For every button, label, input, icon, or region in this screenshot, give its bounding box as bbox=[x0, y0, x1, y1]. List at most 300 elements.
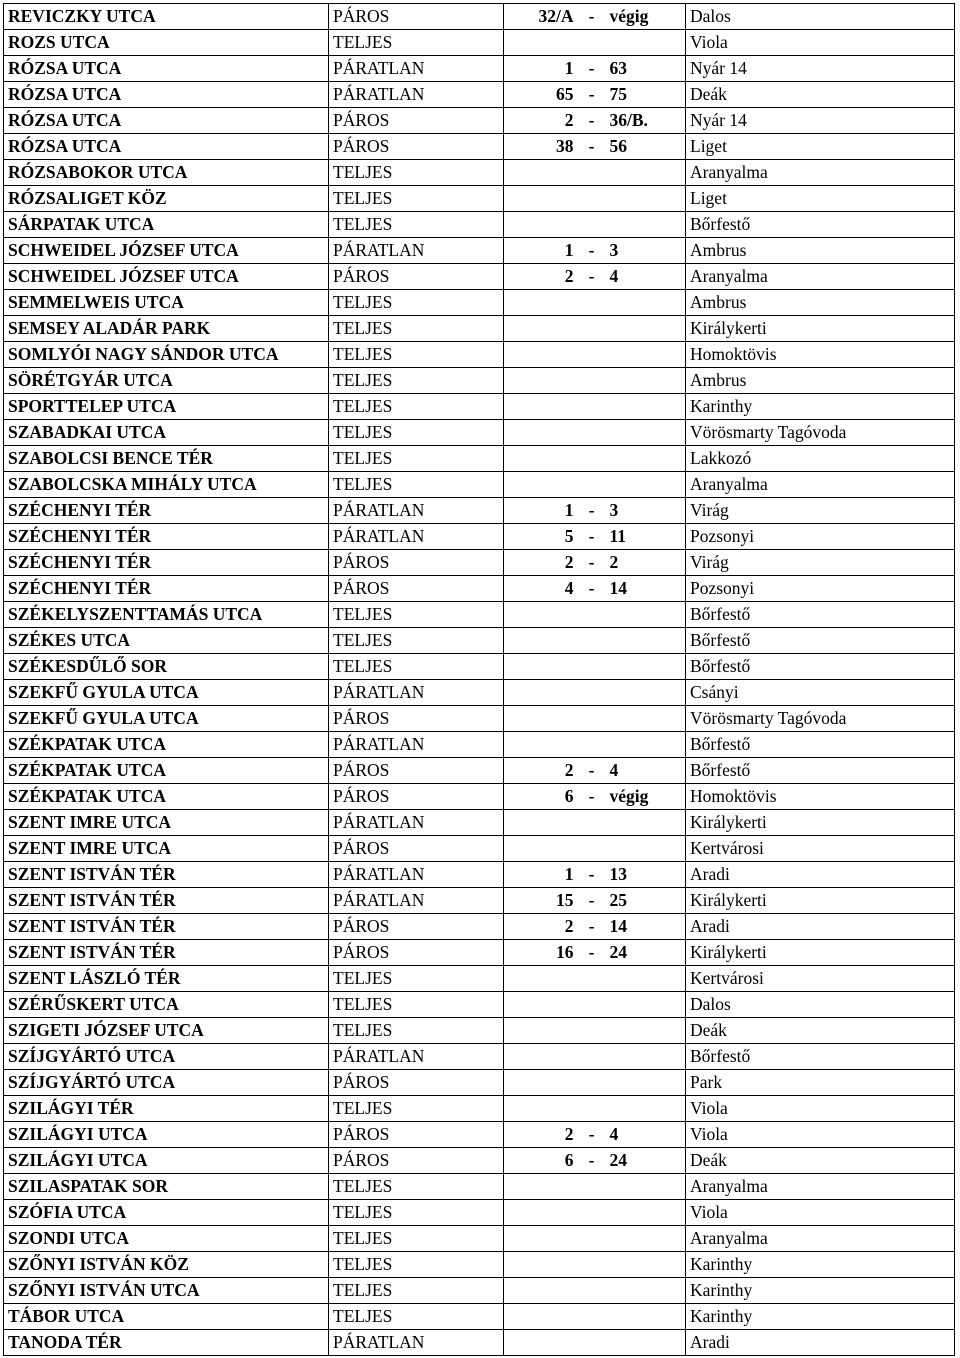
street-name-cell: SZABADKAI UTCA bbox=[4, 420, 329, 446]
parity-cell: TELJES bbox=[329, 992, 504, 1018]
street-name-cell: RÓZSA UTCA bbox=[4, 56, 329, 82]
district-cell: Dalos bbox=[686, 4, 955, 30]
parity-cell: PÁROS bbox=[329, 1148, 504, 1174]
range-dash-cell bbox=[578, 394, 606, 420]
house-number-from-cell bbox=[504, 732, 578, 758]
house-number-to-cell bbox=[606, 1070, 686, 1096]
house-number-from-cell: 32/A bbox=[504, 4, 578, 30]
parity-cell: TELJES bbox=[329, 290, 504, 316]
house-number-from-cell bbox=[504, 316, 578, 342]
parity-cell: PÁROS bbox=[329, 264, 504, 290]
house-number-from-cell: 1 bbox=[504, 56, 578, 82]
range-dash-cell bbox=[578, 1018, 606, 1044]
district-cell: Karinthy bbox=[686, 1304, 955, 1330]
street-name-cell: SCHWEIDEL JÓZSEF UTCA bbox=[4, 264, 329, 290]
range-dash-cell bbox=[578, 212, 606, 238]
house-number-to-cell bbox=[606, 446, 686, 472]
district-cell: Pozsonyi bbox=[686, 576, 955, 602]
district-cell: Liget bbox=[686, 134, 955, 160]
house-number-from-cell: 4 bbox=[504, 576, 578, 602]
range-dash-cell bbox=[578, 1278, 606, 1304]
range-dash-cell bbox=[578, 680, 606, 706]
street-name-cell: SZŐNYI ISTVÁN KÖZ bbox=[4, 1252, 329, 1278]
street-name-cell: RÓZSA UTCA bbox=[4, 134, 329, 160]
house-number-from-cell: 2 bbox=[504, 758, 578, 784]
table-row bbox=[4, 888, 955, 914]
parity-cell: PÁROS bbox=[329, 914, 504, 940]
table-row bbox=[4, 1018, 955, 1044]
street-name-cell: SZÉKELYSZENTTAMÁS UTCA bbox=[4, 602, 329, 628]
range-dash-cell bbox=[578, 446, 606, 472]
house-number-from-cell bbox=[504, 1226, 578, 1252]
table-row bbox=[4, 134, 955, 160]
range-dash-cell: - bbox=[578, 238, 606, 264]
range-dash-cell bbox=[578, 1330, 606, 1356]
house-number-from-cell bbox=[504, 446, 578, 472]
range-dash-cell bbox=[578, 654, 606, 680]
house-number-from-cell bbox=[504, 1174, 578, 1200]
parity-cell: TELJES bbox=[329, 628, 504, 654]
table-row bbox=[4, 342, 955, 368]
street-name-cell: SEMMELWEIS UTCA bbox=[4, 290, 329, 316]
table-row bbox=[4, 290, 955, 316]
district-cell: Bőrfestő bbox=[686, 628, 955, 654]
range-dash-cell: - bbox=[578, 758, 606, 784]
house-number-from-cell: 65 bbox=[504, 82, 578, 108]
street-name-cell: SZIGETI JÓZSEF UTCA bbox=[4, 1018, 329, 1044]
table-row bbox=[4, 212, 955, 238]
parity-cell: PÁROS bbox=[329, 706, 504, 732]
table-row bbox=[4, 1148, 955, 1174]
parity-cell: TELJES bbox=[329, 316, 504, 342]
district-cell: Bőrfestő bbox=[686, 732, 955, 758]
table-row bbox=[4, 30, 955, 56]
street-name-cell: SZÉKES UTCA bbox=[4, 628, 329, 654]
street-name-cell: SZENT ISTVÁN TÉR bbox=[4, 888, 329, 914]
house-number-to-cell bbox=[606, 30, 686, 56]
parity-cell: TELJES bbox=[329, 654, 504, 680]
range-dash-cell bbox=[578, 1044, 606, 1070]
house-number-to-cell bbox=[606, 420, 686, 446]
house-number-from-cell bbox=[504, 472, 578, 498]
house-number-to-cell bbox=[606, 472, 686, 498]
house-number-to-cell bbox=[606, 992, 686, 1018]
district-cell: Deák bbox=[686, 1018, 955, 1044]
house-number-to-cell: 4 bbox=[606, 264, 686, 290]
parity-cell: PÁRATLAN bbox=[329, 56, 504, 82]
house-number-to-cell bbox=[606, 836, 686, 862]
range-dash-cell bbox=[578, 732, 606, 758]
range-dash-cell bbox=[578, 1226, 606, 1252]
house-number-to-cell bbox=[606, 1096, 686, 1122]
house-number-from-cell bbox=[504, 706, 578, 732]
street-name-cell: TANODA TÉR bbox=[4, 1330, 329, 1356]
parity-cell: TELJES bbox=[329, 212, 504, 238]
range-dash-cell bbox=[578, 1252, 606, 1278]
house-number-to-cell bbox=[606, 1044, 686, 1070]
house-number-to-cell: 13 bbox=[606, 862, 686, 888]
street-name-cell: SZÉKPATAK UTCA bbox=[4, 758, 329, 784]
house-number-to-cell: 75 bbox=[606, 82, 686, 108]
street-name-cell: RÓZSA UTCA bbox=[4, 108, 329, 134]
district-cell: Ambrus bbox=[686, 368, 955, 394]
district-cell: Liget bbox=[686, 186, 955, 212]
street-name-cell: SÁRPATAK UTCA bbox=[4, 212, 329, 238]
house-number-to-cell: 36/B. bbox=[606, 108, 686, 134]
house-number-to-cell: 4 bbox=[606, 758, 686, 784]
parity-cell: PÁROS bbox=[329, 134, 504, 160]
range-dash-cell: - bbox=[578, 550, 606, 576]
street-name-cell: SZILÁGYI TÉR bbox=[4, 1096, 329, 1122]
house-number-from-cell bbox=[504, 1330, 578, 1356]
table-row bbox=[4, 680, 955, 706]
street-name-cell: SZILÁGYI UTCA bbox=[4, 1122, 329, 1148]
district-cell: Viola bbox=[686, 1122, 955, 1148]
district-cell: Bőrfestő bbox=[686, 602, 955, 628]
district-cell: Királykerti bbox=[686, 940, 955, 966]
district-cell: Karinthy bbox=[686, 394, 955, 420]
table-row bbox=[4, 472, 955, 498]
house-number-to-cell bbox=[606, 1226, 686, 1252]
parity-cell: PÁROS bbox=[329, 576, 504, 602]
house-number-from-cell bbox=[504, 212, 578, 238]
street-name-cell: SZÍJGYÁRTÓ UTCA bbox=[4, 1044, 329, 1070]
street-name-cell: SZÍJGYÁRTÓ UTCA bbox=[4, 1070, 329, 1096]
house-number-from-cell bbox=[504, 1018, 578, 1044]
range-dash-cell bbox=[578, 1304, 606, 1330]
table-row bbox=[4, 160, 955, 186]
range-dash-cell bbox=[578, 1070, 606, 1096]
district-cell: Aranyalma bbox=[686, 1226, 955, 1252]
district-cell: Karinthy bbox=[686, 1252, 955, 1278]
table-row bbox=[4, 628, 955, 654]
district-cell: Deák bbox=[686, 1148, 955, 1174]
street-district-table bbox=[3, 3, 955, 1356]
house-number-to-cell bbox=[606, 212, 686, 238]
district-cell: Vörösmarty Tagóvoda bbox=[686, 420, 955, 446]
range-dash-cell: - bbox=[578, 134, 606, 160]
table-row bbox=[4, 602, 955, 628]
range-dash-cell: - bbox=[578, 498, 606, 524]
range-dash-cell: - bbox=[578, 940, 606, 966]
parity-cell: TELJES bbox=[329, 186, 504, 212]
house-number-to-cell bbox=[606, 680, 686, 706]
house-number-from-cell bbox=[504, 1304, 578, 1330]
parity-cell: PÁRATLAN bbox=[329, 82, 504, 108]
parity-cell: TELJES bbox=[329, 472, 504, 498]
table-row bbox=[4, 914, 955, 940]
range-dash-cell: - bbox=[578, 1148, 606, 1174]
table-row bbox=[4, 654, 955, 680]
street-name-cell: SZŐNYI ISTVÁN UTCA bbox=[4, 1278, 329, 1304]
house-number-to-cell bbox=[606, 342, 686, 368]
house-number-to-cell bbox=[606, 160, 686, 186]
district-cell: Királykerti bbox=[686, 316, 955, 342]
parity-cell: PÁRATLAN bbox=[329, 732, 504, 758]
table-row bbox=[4, 1330, 955, 1356]
range-dash-cell: - bbox=[578, 56, 606, 82]
district-cell: Aranyalma bbox=[686, 1174, 955, 1200]
parity-cell: TELJES bbox=[329, 160, 504, 186]
parity-cell: TELJES bbox=[329, 1304, 504, 1330]
house-number-from-cell bbox=[504, 680, 578, 706]
street-name-cell: SZÉCHENYI TÉR bbox=[4, 576, 329, 602]
house-number-to-cell bbox=[606, 186, 686, 212]
parity-cell: PÁRATLAN bbox=[329, 238, 504, 264]
parity-cell: TELJES bbox=[329, 1278, 504, 1304]
house-number-to-cell: 4 bbox=[606, 1122, 686, 1148]
district-cell: Bőrfestő bbox=[686, 212, 955, 238]
table-row bbox=[4, 1096, 955, 1122]
house-number-from-cell bbox=[504, 992, 578, 1018]
district-cell: Királykerti bbox=[686, 810, 955, 836]
district-cell: Aranyalma bbox=[686, 160, 955, 186]
district-cell: Aradi bbox=[686, 1330, 955, 1356]
house-number-from-cell: 2 bbox=[504, 108, 578, 134]
district-cell: Virág bbox=[686, 498, 955, 524]
house-number-to-cell: 14 bbox=[606, 914, 686, 940]
district-cell: Aranyalma bbox=[686, 264, 955, 290]
district-cell: Kertvárosi bbox=[686, 836, 955, 862]
district-cell: Viola bbox=[686, 30, 955, 56]
street-name-cell: SZÉKESDŰLŐ SOR bbox=[4, 654, 329, 680]
range-dash-cell: - bbox=[578, 1122, 606, 1148]
range-dash-cell bbox=[578, 992, 606, 1018]
house-number-from-cell: 2 bbox=[504, 914, 578, 940]
street-name-cell: REVICZKY UTCA bbox=[4, 4, 329, 30]
house-number-from-cell: 2 bbox=[504, 264, 578, 290]
table-row bbox=[4, 758, 955, 784]
house-number-from-cell bbox=[504, 160, 578, 186]
house-number-from-cell bbox=[504, 810, 578, 836]
house-number-from-cell bbox=[504, 966, 578, 992]
street-name-cell: ROZS UTCA bbox=[4, 30, 329, 56]
street-name-cell: RÓZSABOKOR UTCA bbox=[4, 160, 329, 186]
house-number-from-cell: 1 bbox=[504, 238, 578, 264]
range-dash-cell bbox=[578, 316, 606, 342]
parity-cell: TELJES bbox=[329, 966, 504, 992]
district-cell: Nyár 14 bbox=[686, 56, 955, 82]
street-name-cell: SZÉKPATAK UTCA bbox=[4, 784, 329, 810]
street-name-cell: SZENT IMRE UTCA bbox=[4, 810, 329, 836]
street-name-cell: SZILASPATAK SOR bbox=[4, 1174, 329, 1200]
street-name-cell: SZABOLCSKA MIHÁLY UTCA bbox=[4, 472, 329, 498]
house-number-to-cell bbox=[606, 732, 686, 758]
house-number-to-cell: végig bbox=[606, 4, 686, 30]
house-number-to-cell bbox=[606, 1278, 686, 1304]
district-cell: Viola bbox=[686, 1200, 955, 1226]
street-name-cell: RÓZSA UTCA bbox=[4, 82, 329, 108]
parity-cell: TELJES bbox=[329, 446, 504, 472]
range-dash-cell bbox=[578, 1096, 606, 1122]
house-number-from-cell bbox=[504, 394, 578, 420]
house-number-to-cell bbox=[606, 1252, 686, 1278]
table-row bbox=[4, 316, 955, 342]
table-row bbox=[4, 56, 955, 82]
district-cell: Ambrus bbox=[686, 290, 955, 316]
street-name-cell: SZENT LÁSZLÓ TÉR bbox=[4, 966, 329, 992]
house-number-from-cell: 6 bbox=[504, 1148, 578, 1174]
parity-cell: TELJES bbox=[329, 394, 504, 420]
table-row bbox=[4, 1226, 955, 1252]
house-number-to-cell bbox=[606, 1174, 686, 1200]
district-cell: Virág bbox=[686, 550, 955, 576]
parity-cell: PÁRATLAN bbox=[329, 862, 504, 888]
table-row bbox=[4, 1278, 955, 1304]
house-number-from-cell bbox=[504, 30, 578, 56]
house-number-to-cell bbox=[606, 316, 686, 342]
table-row bbox=[4, 706, 955, 732]
district-cell: Karinthy bbox=[686, 1278, 955, 1304]
parity-cell: TELJES bbox=[329, 1252, 504, 1278]
house-number-to-cell: 2 bbox=[606, 550, 686, 576]
parity-cell: PÁRATLAN bbox=[329, 680, 504, 706]
house-number-from-cell: 38 bbox=[504, 134, 578, 160]
district-cell: Dalos bbox=[686, 992, 955, 1018]
table-row bbox=[4, 524, 955, 550]
parity-cell: TELJES bbox=[329, 602, 504, 628]
range-dash-cell bbox=[578, 1174, 606, 1200]
district-cell: Park bbox=[686, 1070, 955, 1096]
house-number-from-cell: 5 bbox=[504, 524, 578, 550]
street-name-cell: SOMLYÓI NAGY SÁNDOR UTCA bbox=[4, 342, 329, 368]
house-number-from-cell: 16 bbox=[504, 940, 578, 966]
table-row bbox=[4, 1252, 955, 1278]
house-number-from-cell bbox=[504, 368, 578, 394]
range-dash-cell: - bbox=[578, 576, 606, 602]
district-cell: Bőrfestő bbox=[686, 654, 955, 680]
house-number-to-cell bbox=[606, 1304, 686, 1330]
street-name-cell: SZENT ISTVÁN TÉR bbox=[4, 862, 329, 888]
parity-cell: PÁRATLAN bbox=[329, 498, 504, 524]
range-dash-cell bbox=[578, 472, 606, 498]
house-number-from-cell bbox=[504, 420, 578, 446]
house-number-from-cell: 1 bbox=[504, 498, 578, 524]
range-dash-cell: - bbox=[578, 914, 606, 940]
parity-cell: PÁROS bbox=[329, 836, 504, 862]
table-row bbox=[4, 732, 955, 758]
house-number-from-cell bbox=[504, 1252, 578, 1278]
parity-cell: PÁRATLAN bbox=[329, 888, 504, 914]
street-name-cell: SZÉCHENYI TÉR bbox=[4, 498, 329, 524]
district-cell: Aranyalma bbox=[686, 472, 955, 498]
parity-cell: PÁRATLAN bbox=[329, 1330, 504, 1356]
house-number-to-cell bbox=[606, 1330, 686, 1356]
table-row bbox=[4, 238, 955, 264]
parity-cell: PÁROS bbox=[329, 108, 504, 134]
house-number-to-cell: 14 bbox=[606, 576, 686, 602]
district-cell: Aradi bbox=[686, 914, 955, 940]
table-row bbox=[4, 1070, 955, 1096]
table-row bbox=[4, 420, 955, 446]
street-name-cell: SZILÁGYI UTCA bbox=[4, 1148, 329, 1174]
parity-cell: TELJES bbox=[329, 1174, 504, 1200]
range-dash-cell: - bbox=[578, 524, 606, 550]
house-number-to-cell bbox=[606, 602, 686, 628]
house-number-from-cell bbox=[504, 1200, 578, 1226]
table-row bbox=[4, 810, 955, 836]
district-cell: Királykerti bbox=[686, 888, 955, 914]
house-number-from-cell: 6 bbox=[504, 784, 578, 810]
range-dash-cell bbox=[578, 420, 606, 446]
house-number-to-cell bbox=[606, 654, 686, 680]
table-row bbox=[4, 784, 955, 810]
house-number-to-cell: 24 bbox=[606, 1148, 686, 1174]
parity-cell: PÁROS bbox=[329, 550, 504, 576]
street-name-cell: SZENT ISTVÁN TÉR bbox=[4, 914, 329, 940]
street-name-cell: SCHWEIDEL JÓZSEF UTCA bbox=[4, 238, 329, 264]
table-row bbox=[4, 1200, 955, 1226]
street-name-cell: RÓZSALIGET KÖZ bbox=[4, 186, 329, 212]
house-number-from-cell bbox=[504, 1044, 578, 1070]
district-cell: Vörösmarty Tagóvoda bbox=[686, 706, 955, 732]
parity-cell: PÁROS bbox=[329, 940, 504, 966]
district-cell: Bőrfestő bbox=[686, 1044, 955, 1070]
street-name-cell: SPORTTELEP UTCA bbox=[4, 394, 329, 420]
street-name-cell: SZÉCHENYI TÉR bbox=[4, 550, 329, 576]
house-number-from-cell: 15 bbox=[504, 888, 578, 914]
street-name-cell: SZÉCHENYI TÉR bbox=[4, 524, 329, 550]
house-number-from-cell bbox=[504, 654, 578, 680]
range-dash-cell: - bbox=[578, 888, 606, 914]
street-name-cell: SZEKFŰ GYULA UTCA bbox=[4, 706, 329, 732]
district-cell: Kertvárosi bbox=[686, 966, 955, 992]
parity-cell: TELJES bbox=[329, 420, 504, 446]
district-cell: Bőrfestő bbox=[686, 758, 955, 784]
range-dash-cell: - bbox=[578, 4, 606, 30]
range-dash-cell bbox=[578, 628, 606, 654]
table-row bbox=[4, 186, 955, 212]
district-cell: Pozsonyi bbox=[686, 524, 955, 550]
table-row bbox=[4, 1174, 955, 1200]
district-cell: Nyár 14 bbox=[686, 108, 955, 134]
street-name-cell: SZENT ISTVÁN TÉR bbox=[4, 940, 329, 966]
table-row bbox=[4, 966, 955, 992]
table-body bbox=[4, 4, 955, 1356]
house-number-to-cell bbox=[606, 394, 686, 420]
street-name-cell: TÁBOR UTCA bbox=[4, 1304, 329, 1330]
range-dash-cell bbox=[578, 810, 606, 836]
parity-cell: TELJES bbox=[329, 1018, 504, 1044]
street-name-cell: SZÉRŰSKERT UTCA bbox=[4, 992, 329, 1018]
house-number-to-cell bbox=[606, 368, 686, 394]
table-row bbox=[4, 1044, 955, 1070]
range-dash-cell bbox=[578, 30, 606, 56]
parity-cell: PÁROS bbox=[329, 784, 504, 810]
house-number-to-cell bbox=[606, 706, 686, 732]
house-number-to-cell bbox=[606, 290, 686, 316]
house-number-from-cell bbox=[504, 290, 578, 316]
range-dash-cell bbox=[578, 706, 606, 732]
range-dash-cell bbox=[578, 290, 606, 316]
district-cell: Viola bbox=[686, 1096, 955, 1122]
district-cell: Csányi bbox=[686, 680, 955, 706]
parity-cell: TELJES bbox=[329, 342, 504, 368]
house-number-from-cell: 2 bbox=[504, 1122, 578, 1148]
district-cell: Homoktövis bbox=[686, 342, 955, 368]
street-name-cell: SZÉKPATAK UTCA bbox=[4, 732, 329, 758]
range-dash-cell bbox=[578, 160, 606, 186]
parity-cell: PÁRATLAN bbox=[329, 810, 504, 836]
table-row bbox=[4, 498, 955, 524]
parity-cell: PÁROS bbox=[329, 758, 504, 784]
table-row bbox=[4, 992, 955, 1018]
table-row bbox=[4, 862, 955, 888]
district-cell: Lakkozó bbox=[686, 446, 955, 472]
house-number-to-cell: 63 bbox=[606, 56, 686, 82]
table-row bbox=[4, 446, 955, 472]
house-number-to-cell: 3 bbox=[606, 498, 686, 524]
